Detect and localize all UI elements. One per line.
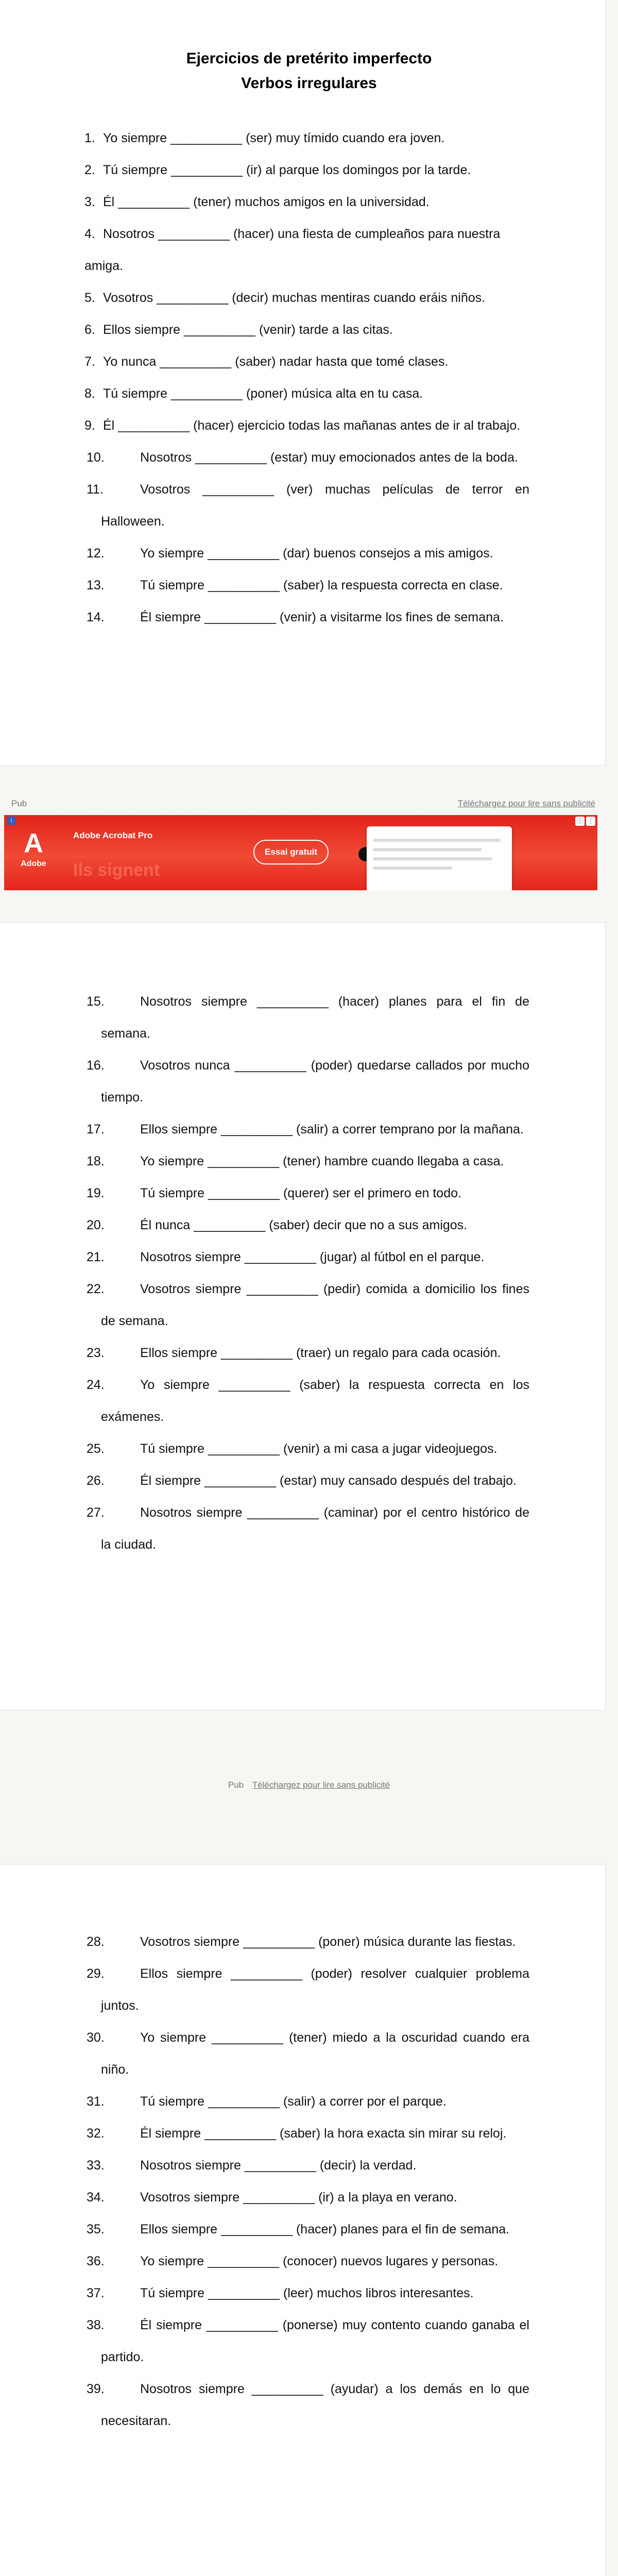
exercise-item [0, 986, 606, 1049]
ad-document-preview [367, 826, 512, 890]
ad-product-name: Adobe Acrobat Pro [73, 831, 153, 840]
exercise-sentence: Nosotros siempre __________ (ayudar) a los demás en lo que necesitaran. [101, 2382, 529, 2428]
exercise-number: 38. [87, 2318, 105, 2332]
exercise-sentence: Yo siempre __________ (saber) la respuesta correcta en los exámenes. [101, 1378, 529, 1424]
ad-header [0, 796, 606, 812]
exercise-item [0, 2245, 606, 2277]
exercise-sentence: Vosotros siempre __________ (ir) a la playa en verano. [140, 2190, 457, 2205]
free-trial-button[interactable]: Essai gratuit [253, 840, 329, 865]
ad-info-icon[interactable]: ⓘ [575, 817, 585, 826]
exercise-sentence: Yo nunca __________ (saber) nadar hasta que tomé clases. [103, 354, 449, 369]
exercise-item [0, 1926, 606, 1958]
exercise-number: 1. [84, 131, 95, 145]
exercise-sentence: Él siempre __________ (venir) a visitarme los fines de semana. [140, 610, 504, 624]
exercise-sentence: Vosotros __________ (ver) muchas películas de terror en Halloween. [101, 482, 529, 529]
exercise-sentence: Tú siempre __________ (querer) ser el primero en todo. [140, 1186, 461, 1200]
exercise-sentence: Vosotros siempre __________ (pedir) comida a domicilio los fines de semana. [101, 1282, 529, 1328]
exercise-sentence: Tú siempre __________ (poner) música alta en tu casa. [103, 386, 423, 401]
exercise-item [0, 346, 606, 378]
ad-label: Pub [11, 799, 27, 808]
exercise-item [0, 186, 606, 218]
exercise-number: 28. [87, 1935, 105, 1949]
exercise-item [0, 1049, 606, 1113]
exercise-number: 14. [87, 610, 105, 624]
exercise-sentence: Él nunca __________ (saber) decir que no a sus amigos. [140, 1218, 468, 1232]
exercise-sentence: Yo siempre __________ (tener) miedo a la oscuridad cuando era niño. [101, 2030, 529, 2077]
exercise-number: 21. [87, 1250, 105, 1264]
exercise-number: 35. [87, 2222, 105, 2236]
ad-headline: Ils signent [73, 860, 160, 880]
exercise-number: 29. [87, 1967, 105, 1981]
exercise-item [0, 2086, 606, 2117]
page-1 [0, 0, 606, 766]
exercise-sentence: Vosotros siempre __________ (poner) música durante las fiestas. [140, 1935, 516, 1949]
exercise-sentence: Ellos siempre __________ (hacer) planes para el fin de semana. [140, 2222, 510, 2236]
exercise-item [0, 2149, 606, 2181]
exercise-item [0, 1433, 606, 1465]
adobe-ad-banner[interactable] [4, 815, 597, 890]
exercise-number: 9. [84, 418, 95, 433]
page-subtitle: Verbos irregulares [241, 75, 377, 92]
exercise-sentence: Él __________ (hacer) ejercicio todas las mañanas antes de ir al trabajo. [103, 418, 521, 433]
exercise-item [0, 442, 606, 473]
exercise-number: 18. [87, 1154, 105, 1168]
exercise-item [0, 2117, 606, 2149]
exercise-number: 15. [87, 994, 105, 1009]
exercise-sentence: Ellos siempre __________ (poder) resolver cualquier problema juntos. [101, 1967, 529, 2013]
exercise-item [0, 1465, 606, 1497]
exercise-sentence: Yo siempre __________ (dar) buenos consejos a mis amigos. [140, 546, 493, 561]
exercise-number: 6. [84, 323, 95, 337]
exercise-number: 31. [87, 2094, 105, 2109]
exercise-sentence: Él __________ (tener) muchos amigos en la universidad. [103, 195, 430, 209]
exercise-list-2 [0, 986, 606, 1561]
adobe-logo [16, 827, 50, 879]
exercise-number: 27. [87, 1505, 105, 1520]
exercise-item [0, 1113, 606, 1145]
exercise-item [0, 378, 606, 410]
exercise-number: 8. [84, 386, 95, 401]
remove-ads-link[interactable]: Téléchargez pour lire sans publicité [457, 799, 595, 808]
exercise-number: 25. [87, 1442, 105, 1456]
ad-controls [575, 817, 595, 826]
exercise-item [0, 601, 606, 633]
exercise-item [0, 1337, 606, 1369]
exercise-number: 4. [84, 227, 95, 241]
exercise-item [0, 282, 606, 314]
exercise-item [0, 154, 606, 186]
exercise-sentence: Nosotros __________ (hacer) una fiesta de cumpleaños para nuestra amiga. [84, 227, 501, 273]
exercise-number: 37. [87, 2286, 105, 2300]
exercise-sentence: Nosotros __________ (estar) muy emocionados antes de la boda. [140, 450, 518, 465]
exercise-number: 23. [87, 1346, 105, 1360]
exercise-sentence: Ellos siempre __________ (salir) a correr temprano por la mañana. [140, 1122, 524, 1137]
exercise-item [0, 2022, 606, 2086]
exercise-number: 34. [87, 2190, 105, 2205]
exercise-number: 36. [87, 2254, 105, 2268]
exercise-item [0, 1273, 606, 1337]
exercise-item [0, 2309, 606, 2373]
exercise-sentence: Vosotros nunca __________ (poder) quedarse callados por mucho tiempo. [101, 1058, 529, 1105]
exercise-item [0, 1369, 606, 1433]
exercise-number: 12. [87, 546, 105, 561]
exercise-item [0, 1145, 606, 1177]
exercise-item [0, 473, 606, 537]
exercise-item [0, 1241, 606, 1273]
ad-label-2: Pub [228, 1780, 244, 1790]
exercise-sentence: Vosotros __________ (decir) muchas mentiras cuando eráis niños. [103, 291, 486, 305]
exercise-list-3 [0, 1926, 606, 2437]
adobe-a-icon: A [24, 828, 43, 858]
exercise-item [0, 2213, 606, 2245]
exercise-item [0, 1177, 606, 1209]
exercise-number: 7. [84, 354, 95, 369]
exercise-sentence: Nosotros siempre __________ (jugar) al fútbol en el parque. [140, 1250, 485, 1264]
ad-footer [0, 1780, 618, 1790]
exercise-number: 10. [87, 450, 105, 465]
exercise-number: 24. [87, 1378, 105, 1392]
exercise-number: 26. [87, 1473, 105, 1488]
exercise-sentence: Nosotros siempre __________ (caminar) por el centro histórico de la ciudad. [101, 1505, 529, 1552]
page-2 [0, 922, 606, 1710]
exercise-number: 16. [87, 1058, 105, 1073]
exercise-item [0, 569, 606, 601]
exercise-sentence: Ellos siempre __________ (traer) un regalo para cada ocasión. [140, 1346, 501, 1360]
exercise-number: 2. [84, 163, 95, 177]
exercise-list-1 [0, 122, 606, 633]
exercise-sentence: Yo siempre __________ (conocer) nuevos lugares y personas. [140, 2254, 499, 2268]
exercise-item [0, 410, 606, 442]
adobe-wordmark: Adobe [21, 859, 46, 868]
exercise-item [0, 537, 606, 569]
exercise-sentence: Él siempre __________ (estar) muy cansado después del trabajo. [140, 1473, 517, 1488]
exercise-number: 30. [87, 2030, 105, 2045]
exercise-sentence: Nosotros siempre __________ (decir) la verdad. [140, 2158, 417, 2173]
exercise-number: 17. [87, 1122, 105, 1137]
exercise-item [0, 1209, 606, 1241]
exercise-sentence: Tú siempre __________ (salir) a correr por el parque. [140, 2094, 447, 2109]
ad-menu-icon[interactable]: ⋮ [586, 817, 595, 826]
exercise-item [0, 1958, 606, 2022]
exercise-sentence: Él siempre __________ (ponerse) muy contento cuando ganaba el partido. [101, 2318, 529, 2364]
page-3 [0, 1864, 606, 2576]
exercise-number: 19. [87, 1186, 105, 1200]
exercise-sentence: Yo siempre __________ (tener) hambre cuando llegaba a casa. [140, 1154, 504, 1168]
remove-ads-link-2[interactable]: Téléchargez pour lire sans publicité [252, 1780, 390, 1790]
exercise-item [0, 1497, 606, 1561]
exercise-number: 20. [87, 1218, 105, 1232]
exercise-item [0, 2277, 606, 2309]
exercise-sentence: Tú siempre __________ (venir) a mi casa a jugar videojuegos. [140, 1442, 497, 1456]
exercise-sentence: Tú siempre __________ (ir) al parque los domingos por la tarde. [103, 163, 471, 177]
exercise-sentence: Tú siempre __________ (saber) la respuesta correcta en clase. [140, 578, 503, 592]
exercise-number: 5. [84, 291, 95, 305]
exercise-sentence: Nosotros siempre __________ (hacer) planes para el fin de semana. [101, 994, 529, 1041]
exercise-number: 22. [87, 1282, 105, 1296]
adchoices-icon[interactable]: i [7, 817, 15, 825]
exercise-number: 33. [87, 2158, 105, 2173]
exercise-item [0, 314, 606, 346]
exercise-item [0, 2181, 606, 2213]
exercise-number: 3. [84, 195, 95, 209]
exercise-sentence: Ellos siempre __________ (venir) tarde a las citas. [103, 323, 393, 337]
exercise-number: 32. [87, 2126, 105, 2141]
exercise-number: 11. [87, 482, 104, 497]
page-title: Ejercicios de pretérito imperfecto [186, 50, 432, 67]
exercise-number: 13. [87, 578, 105, 592]
exercise-item [0, 2373, 606, 2437]
exercise-sentence: Tú siempre __________ (leer) muchos libros interesantes. [140, 2286, 474, 2300]
exercise-item [0, 122, 606, 154]
exercise-sentence: Yo siempre __________ (ser) muy tímido cuando era joven. [103, 131, 445, 145]
exercise-sentence: Él siempre __________ (saber) la hora exacta sin mirar su reloj. [140, 2126, 507, 2141]
exercise-number: 39. [87, 2382, 105, 2396]
exercise-item [0, 218, 606, 282]
